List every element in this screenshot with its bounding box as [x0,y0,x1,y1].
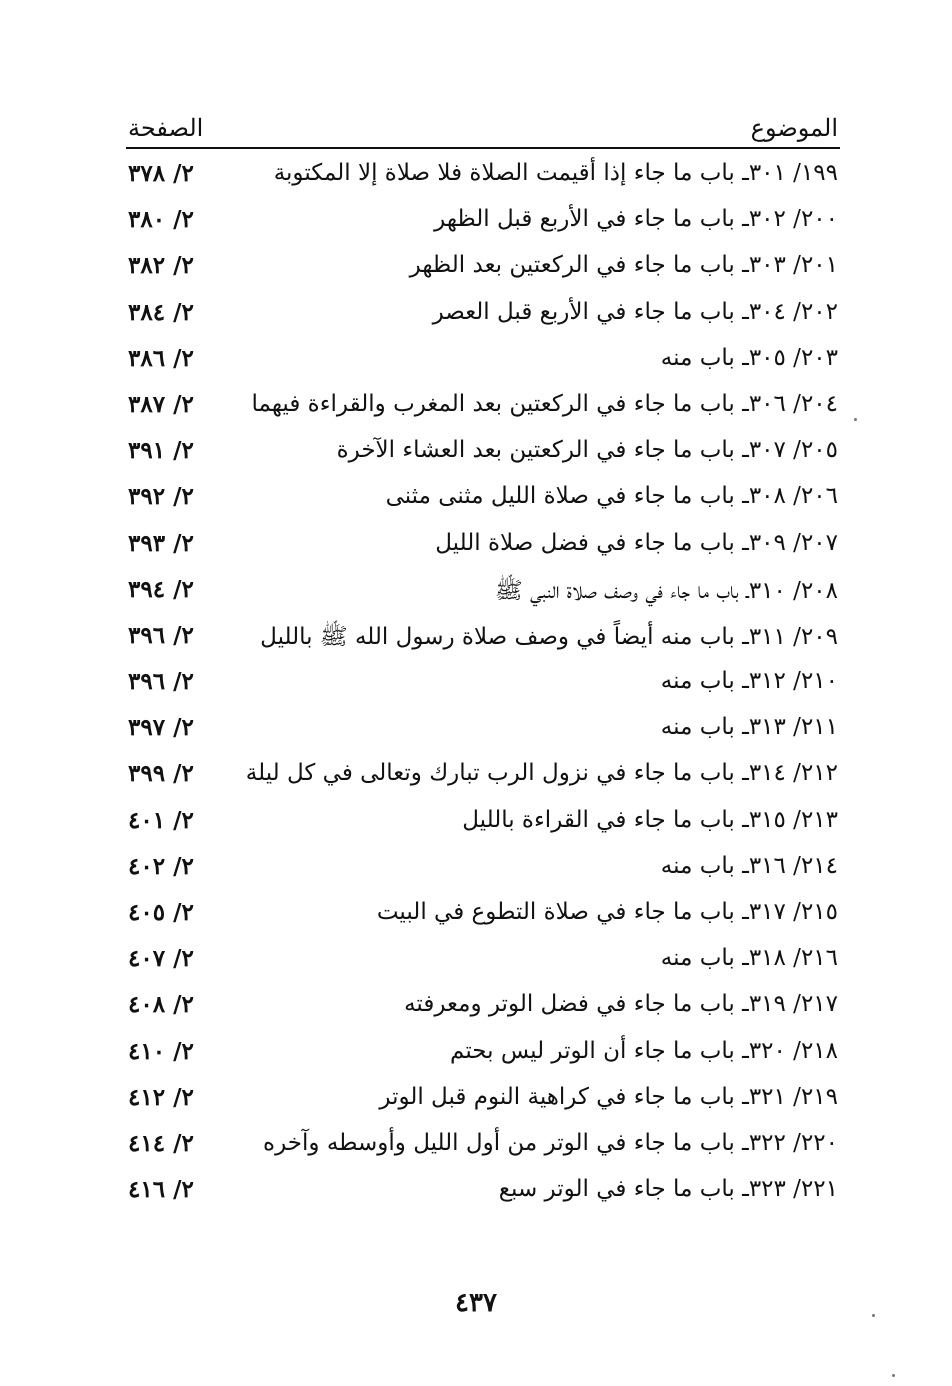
toc-entry-page: ٢/ ٤١٤ [128,1129,194,1157]
toc-entry-page: ٢/ ٣٧٨ [128,160,194,187]
toc-row [128,385,838,431]
toc-entry-title: ٢١٨/ ٣٢٠ـ باب ما جاء أن الوتر ليس بحتم [450,1037,838,1064]
toc-entry-title: ٢١٦/ ٣١٨ـ باب منه [660,945,838,972]
toc-row [128,570,838,616]
toc-entry-page: ٢/ ٣٩٤ [128,575,194,603]
toc-entry-title: ٢٢١/ ٣٢٣ـ باب ما جاء في الوتر سبع [498,1176,838,1203]
toc-entry-title: ٢١٣/ ٣١٥ـ باب ما جاء في القراءة بالليل [462,806,838,833]
toc-entry-title: ٢٠٣/ ٣٠٥ـ باب منه [660,344,838,371]
page-number: ٤٣٧ [455,1288,497,1318]
toc-row [128,662,838,708]
toc-entry-title: ٢٠٤/ ٣٠٦ـ باب ما جاء في الركعتين بعد المغرب والقراءة فيهما [251,390,838,417]
toc-row [128,985,838,1031]
toc-row [128,1124,838,1170]
scan-speck [872,1314,875,1317]
toc-row [128,708,838,754]
toc-entry-page: ٢/ ٣٩٦ [128,621,194,649]
toc-entry-page: ٢/ ٣٩٦ [128,668,194,696]
page-column-label: الصفحة [128,114,204,142]
toc-entry-title: ٢٠٧/ ٣٠٩ـ باب ما جاء في فضل صلاة الليل [435,529,838,556]
toc-entry-title: ٢٠٥/ ٣٠٧ـ باب ما جاء في الركعتين بعد العشاء الآخرة [336,437,838,464]
toc-entry-page: ٢/ ٣٩٣ [128,529,194,557]
toc-entry-page: ٢/ ٤١٢ [128,1083,194,1111]
toc-entry-page: ٢/ ٣٨٧ [128,390,194,418]
toc-row [128,431,838,477]
toc-row [128,754,838,800]
toc-row [128,246,838,292]
scan-speck [892,1374,895,1377]
toc-entry-page: ٢/ ٤٠١ [128,806,194,834]
toc-entry-page: ٢/ ٣٨٠ [128,206,194,234]
toc-entry-title: ٢٠٨/ ٣١٠ـ باب ما جاء في وصف صلاة النبي ﷺ [494,577,838,604]
toc-entry-page: ٢/ ٣٨٢ [128,252,194,280]
toc-entry-page: ٢/ ٣٩٩ [128,760,194,788]
toc-row [128,339,838,385]
toc-entry-title: ٢١٥/ ٣١٧ـ باب ما جاء في صلاة التطوع في البيت [376,899,838,925]
toc-row [128,1032,838,1078]
toc-entry-title: ٢٠٩/ ٣١١ـ باب منه أيضاً في وصف صلاة رسول الله ﷺ بالليل [260,623,838,650]
toc-entry-title: ٢١١/ ٣١٣ـ باب منه [660,714,838,741]
toc-entry-page: ٢/ ٤١٠ [128,1037,194,1065]
topic-column-label: الموضوع [750,114,838,142]
toc-entry-page: ٢/ ٤٠٨ [128,991,194,1019]
toc-row [128,1078,838,1124]
toc-entry-title: ٢١٠/ ٣١٢ـ باب منه [660,668,838,695]
toc-entry-page: ٢/ ٤١٦ [128,1176,194,1204]
toc-entry-page: ٢/ ٣٩٢ [128,483,194,511]
toc-entry-title: ٢١٧/ ٣١٩ـ باب ما جاء في فضل الوتر ومعرفته [404,991,838,1018]
toc-row [128,893,838,939]
header-divider [126,147,840,149]
scan-speck [854,418,857,421]
toc-entry-title: ٢١٢/ ٣١٤ـ باب ما جاء في نزول الرب تبارك وتعالى في كل ليلة [245,760,838,787]
toc-entry-title: ٢٠٠/ ٣٠٢ـ باب ما جاء في الأربع قبل الظهر [434,206,838,233]
toc-entry-page: ٢/ ٣٨٦ [128,344,194,372]
toc-entry-title: ٢٠٢/ ٣٠٤ـ باب ما جاء في الأربع قبل العصر [432,298,838,325]
toc-entry-title: ٢١٩/ ٣٢١ـ باب ما جاء في كراهية النوم قبل الوتر [379,1083,838,1110]
toc-row [128,847,838,893]
toc-header [128,110,838,150]
toc-entry-title: ٢٠١/ ٣٠٣ـ باب ما جاء في الركعتين بعد الظهر [409,252,838,279]
toc-entry-title: ٢٢٠/ ٣٢٢ـ باب ما جاء في الوتر من أول الليل وأوسطه وآخره [263,1129,838,1156]
toc-entry-page: ٢/ ٤٠٢ [128,852,194,880]
toc-row [128,477,838,523]
toc-entry-page: ٢/ ٣٨٤ [128,298,194,326]
toc-row [128,801,838,847]
toc-entry-title: ٢٠٦/ ٣٠٨ـ باب ما جاء في صلاة الليل مثنى مثنى [385,483,838,510]
toc-list [128,154,838,1216]
toc-row [128,200,838,246]
toc-entry-page: ٢/ ٤٠٧ [128,945,194,973]
toc-row [128,1170,838,1216]
toc-entry-title: ٢١٤/ ٣١٦ـ باب منه [660,852,838,879]
toc-entry-title: ١٩٩/ ٣٠١ـ باب ما جاء إذا أقيمت الصلاة فلا صلاة إلا المكتوبة [273,160,838,186]
toc-entry-page: ٢/ ٤٠٥ [128,899,194,926]
toc-row [128,154,838,200]
toc-row [128,293,838,339]
toc-row [128,616,838,662]
toc-row [128,524,838,570]
toc-entry-page: ٢/ ٣٩٧ [128,714,194,742]
toc-row [128,939,838,985]
toc-entry-page: ٢/ ٣٩١ [128,437,194,465]
